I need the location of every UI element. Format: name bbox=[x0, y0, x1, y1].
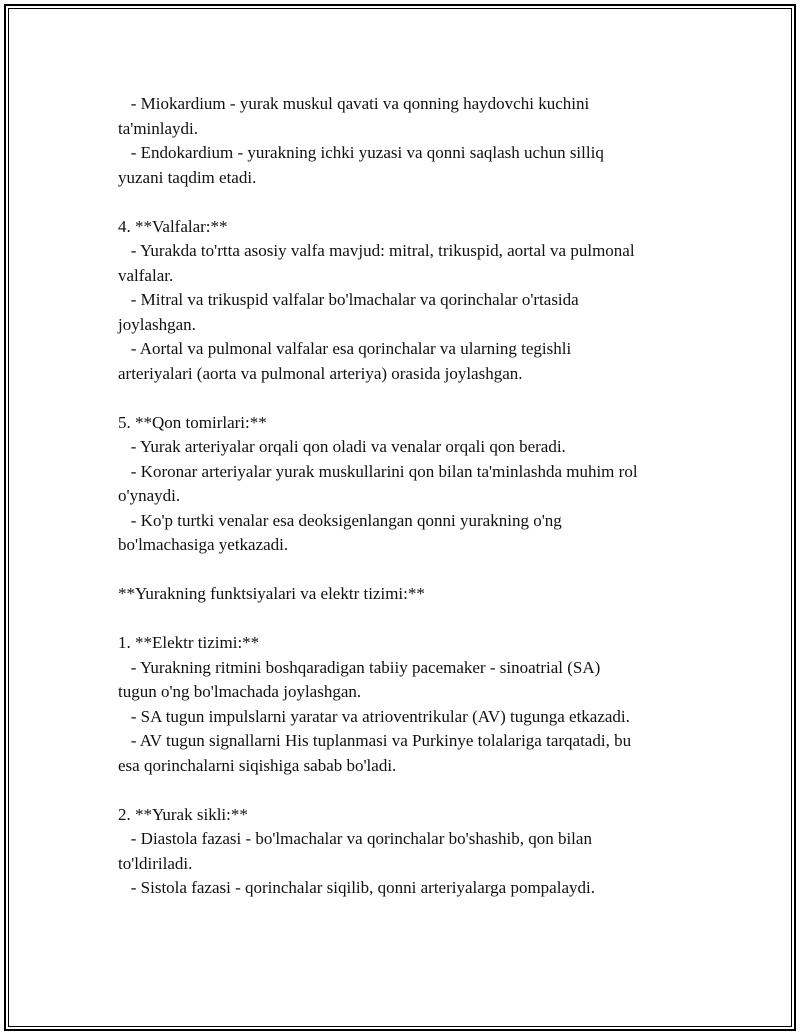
text-line: arteriyalari (aorta va pulmonal arteriya) orasida joylashgan. bbox=[118, 363, 523, 383]
paragraph-gap bbox=[118, 558, 688, 583]
text-line: - AV tugun signallarni His tuplanmasi va Purkinye tolalariga tarqatadi, bu bbox=[118, 731, 632, 750]
section-valves bbox=[118, 215, 688, 387]
text-line: - Ko'p turtki venalar esa deoksigenlangan qonni yurakning o'ng bbox=[118, 510, 562, 530]
paragraph-gap bbox=[118, 607, 688, 632]
paragraph-gap bbox=[118, 190, 688, 215]
section-title-functions bbox=[118, 582, 688, 607]
text-line: esa qorinchalarni siqishiga sabab bo'ladi. bbox=[118, 755, 397, 775]
section-heading: 4. **Valfalar:** bbox=[118, 216, 228, 236]
text-line: - Endokardium - yurakning ichki yuzasi va qonni saqlash uchun silliq bbox=[118, 143, 604, 162]
text-line: tugun o'ng bo'lmachada joylashgan. bbox=[118, 682, 362, 701]
text-line: - Diastola fazasi - bo'lmachalar va qorinchalar bo'shashib, qon bilan bbox=[118, 829, 592, 848]
text-line: ta'minlaydi. bbox=[118, 118, 199, 138]
paragraph-heart-layers bbox=[118, 92, 688, 190]
text-line: - Mitral va trikuspid valfalar bo'lmachalar va qorinchalar o'rtasida bbox=[118, 290, 579, 309]
section-heading: **Yurakning funktsiyalari va elektr tizimi:** bbox=[118, 584, 425, 603]
text-line: - Yurakning ritmini boshqaradigan tabiiy pacemaker - sinoatrial (SA) bbox=[118, 657, 601, 677]
text-line: - Koronar arteriyalar yurak muskullarini qon bilan ta'minlashda muhim rol bbox=[118, 461, 638, 481]
section-blood-vessels bbox=[118, 411, 688, 558]
text-line: bo'lmachasiga yetkazadi. bbox=[118, 535, 289, 554]
text-line: - Yurakda to'rtta asosiy valfa mavjud: mitral, trikuspid, aortal va pulmonal bbox=[118, 241, 635, 260]
paragraph-gap bbox=[118, 386, 688, 411]
text-line: yuzani taqdim etadi. bbox=[118, 167, 257, 187]
text-line: - Yurak arteriyalar orqali qon oladi va venalar orqali qon beradi. bbox=[118, 437, 566, 456]
text-line: - SA tugun impulslarni yaratar va atrioventrikular (AV) tugunga etkazadi. bbox=[118, 706, 630, 726]
section-heading: 1. **Elektr tizimi:** bbox=[118, 633, 260, 652]
text-line: - Sistola fazasi - qorinchalar siqilib, qonni arteriyalarga pompalaydi. bbox=[118, 878, 595, 897]
section-cardiac-cycle bbox=[118, 803, 688, 901]
text-line: - Miokardium - yurak muskul qavati va qonning haydovchi kuchini bbox=[118, 94, 590, 113]
section-electrical-system bbox=[118, 631, 688, 778]
text-line: valfalar. bbox=[118, 265, 174, 285]
section-heading: 2. **Yurak sikli:** bbox=[118, 804, 248, 824]
paragraph-gap bbox=[118, 778, 688, 803]
document-body bbox=[118, 92, 688, 901]
section-heading: 5. **Qon tomirlari:** bbox=[118, 412, 267, 432]
text-line: to'ldiriladi. bbox=[118, 853, 193, 873]
text-line: o'ynaydi. bbox=[118, 486, 181, 505]
text-line: - Aortal va pulmonal valfalar esa qorinchalar va ularning tegishli bbox=[118, 339, 572, 358]
text-line: joylashgan. bbox=[118, 314, 196, 334]
